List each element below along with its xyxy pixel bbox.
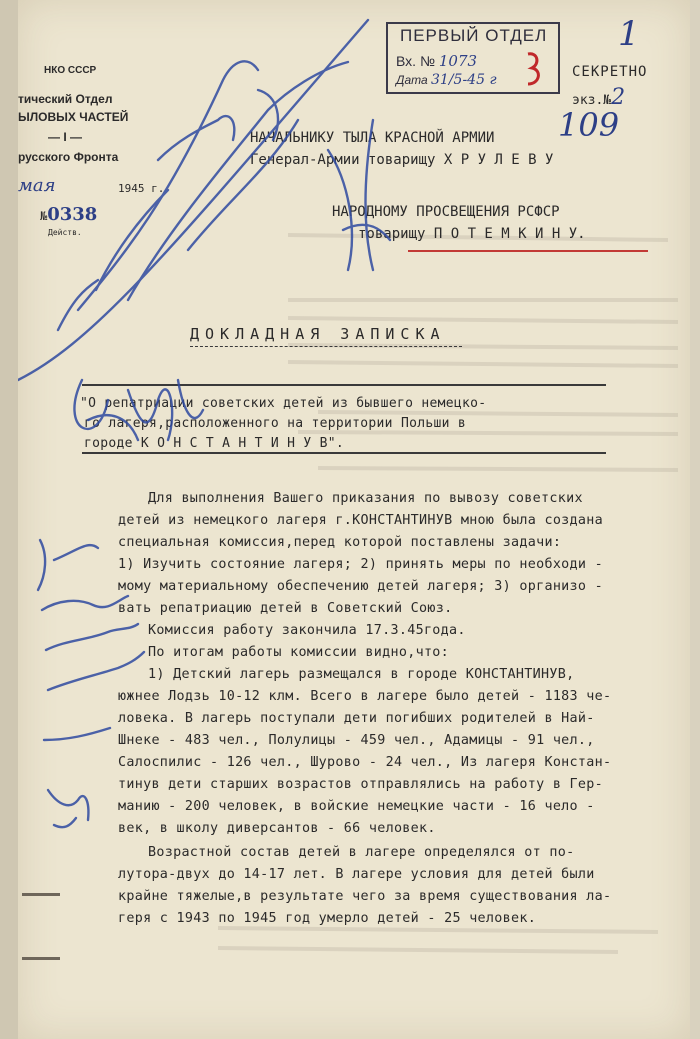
addressee-4: товарищу П О Т Е М К И Н У. <box>358 226 586 242</box>
stamp-title: ПЕРВЫЙ ОТДЕЛ <box>400 26 548 45</box>
body-line-10: южнее Лодзь 10-12 клм. Всего в лагере было детей - 1183 че- <box>118 689 612 704</box>
doc-code: 109 <box>558 106 620 144</box>
body-line-13: Салоспилис - 126 чел., Шурово - 24 чел., Из лагеря Констан- <box>118 755 612 770</box>
stamp-date-value: 31/5-45 г <box>431 72 497 88</box>
subject-line-3: городе К О Н С Т А Н Т И Н У В". <box>84 436 345 451</box>
document-title: ДОКЛАДНАЯ ЗАПИСКА <box>190 325 446 343</box>
body-line-5: мому материальному обеспечению детей лагеря; 3) организо - <box>118 579 603 594</box>
body-line-19: крайне тяжелые,в результате чего за время существования ла- <box>118 889 612 904</box>
sender-number-row: №0338 <box>40 204 98 225</box>
body-line-3: специальная комиссия,перед которой поставлены задачи: <box>118 535 562 550</box>
addressee-2: Генерал-Армии товарищу Х Р У Л Е В У <box>250 152 554 168</box>
body-line-20: геря с 1943 по 1945 год умерло детей - 25 человек. <box>118 911 537 926</box>
sender-line-1: НКО СССР <box>44 65 97 76</box>
handwritten-resolution <box>18 0 690 1039</box>
sender-year: 1945 г. <box>118 182 165 195</box>
body-line-9: 1) Детский лагерь размещался в городе КОНСТАНТИНУВ, <box>148 667 575 682</box>
sender-number: 0338 <box>47 204 98 225</box>
addressee-3: НАРОДНОМУ ПРОСВЕЩЕНИЯ РСФСР <box>332 204 560 220</box>
secret-label: СЕКРЕТНО <box>572 64 648 80</box>
copy-number: 2 <box>611 85 626 110</box>
copy-label: экз.№ <box>572 93 612 108</box>
binding-pin-2 <box>22 957 60 960</box>
body-line-7: Комиссия работу закончила 17.3.45года. <box>148 623 466 638</box>
body-line-1: Для выполнения Вашего приказания по вывозу советских <box>148 491 583 506</box>
stamp-number-label: Вх. № <box>396 53 435 69</box>
sender-line-5: русского Фронта <box>18 150 119 164</box>
body-line-4: 1) Изучить состояние лагеря; 2) принять меры по необходи - <box>118 557 603 572</box>
body-line-14: тинув дети старших возрастов отправлялись на работу в Гер- <box>118 777 603 792</box>
binding-pin-1 <box>22 893 60 896</box>
body-line-11: ловека. В лагерь поступали дети погибших родителей в Най- <box>118 711 595 726</box>
sender-place: Действ. <box>48 228 82 237</box>
addressee-1: НАЧАЛЬНИКУ ТЫЛА КРАСНОЙ АРМИИ <box>250 130 495 146</box>
body-line-15: манию - 200 человек, в войские немецкие части - 16 чело - <box>118 799 595 814</box>
subject-line-2: го лагеря,расположенного на территории Польши в <box>84 416 466 431</box>
body-line-16: век, в школу диверсантов - 66 человек. <box>118 821 436 836</box>
body-line-2: детей из немецкого лагеря г.КОНСТАНТИНУВ мною была создана <box>118 513 603 528</box>
body-line-8: По итогам работы комиссии видно,что: <box>148 645 450 660</box>
body-line-18: лутора-двух до 14-17 лет. В лагере условия для детей были <box>118 867 595 882</box>
sender-date-hand: мая <box>18 175 56 196</box>
body-line-12: Шнеке - 483 чел., Полулицы - 459 чел., Адамицы - 91 чел., <box>118 733 595 748</box>
body-line-6: вать репатриацию детей в Советский Союз. <box>118 601 453 616</box>
body-line-17: Возрастной состав детей в лагере определялся от по- <box>148 845 575 860</box>
page-number: 1 <box>618 14 640 54</box>
sender-line-2: тический Отдел <box>18 92 113 106</box>
page-edge <box>0 0 18 1039</box>
sender-line-3: ЫЛОВЫХ ЧАСТЕЙ <box>18 110 129 124</box>
sender-line-4: — I — <box>48 130 83 144</box>
stamp-number-value: 1073 <box>438 52 478 70</box>
subject-line-1: "О репатриации советских детей из бывшего немецко- <box>80 396 487 411</box>
stamp-date-label: Дата <box>396 73 428 87</box>
document-sheet <box>18 0 690 1039</box>
